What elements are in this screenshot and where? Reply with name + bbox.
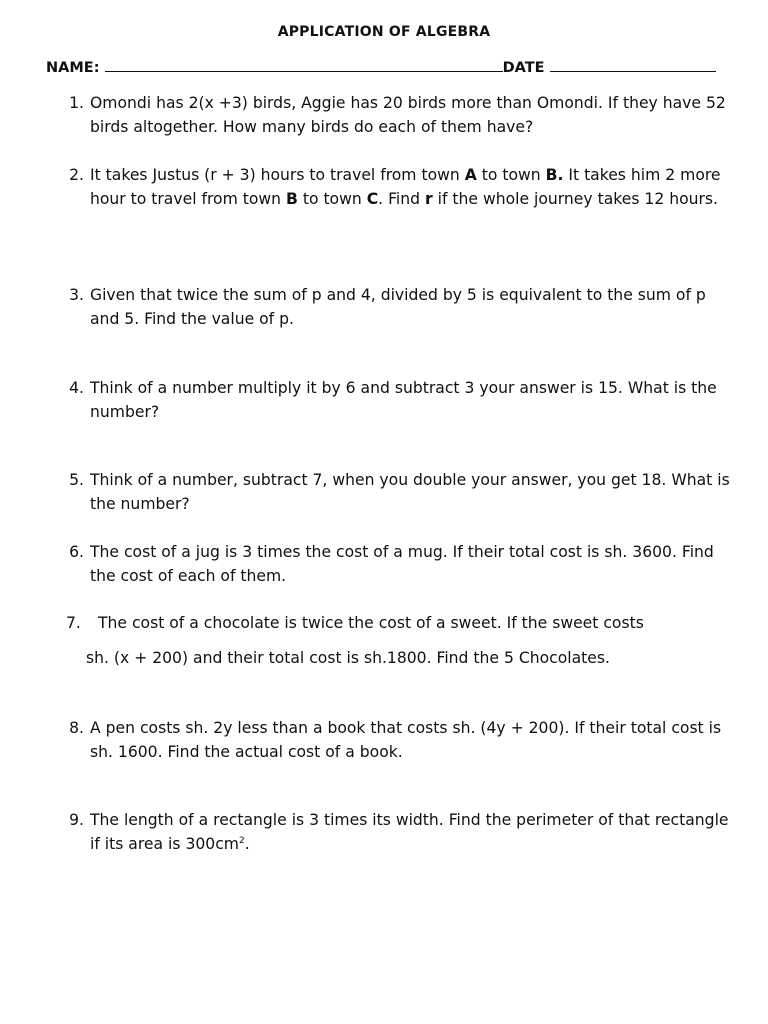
question-text-line-1: The cost of a chocolate is twice the cost of a sweet. If the sweet costs — [98, 614, 644, 632]
name-date-row — [46, 58, 726, 76]
question-text: Given that twice the sum of p and 4, divided by 5 is equivalent to the sum of p and 5. Find the value of p. — [90, 286, 706, 328]
question-7-continuation — [86, 646, 736, 670]
question-number: 2. — [69, 166, 84, 184]
question-number: 3. — [69, 286, 84, 304]
question-7 — [66, 611, 736, 635]
question-number: 7. — [66, 614, 81, 632]
question-3 — [60, 283, 732, 331]
name-label: NAME: — [46, 60, 100, 76]
question-number: 9. — [69, 811, 84, 829]
question-text: The length of a rectangle is 3 times its width. Find the perimeter of that rectangle if its area is $300cm^2$. — [90, 811, 729, 853]
question-number: 8. — [69, 719, 84, 737]
question-number: 4. — [69, 379, 84, 397]
page-title: APPLICATION OF ALGEBRA — [277, 24, 491, 40]
question-text: It takes Justus (r + 3) hours to travel from town A to town B. It takes him 2 more hour to travel from town B to town C. Find r if the whole journey takes 12 hours. — [90, 166, 721, 208]
question-text: A pen costs sh. 2y less than a book that costs sh. (4y + 200). If their total cost is sh. 1600. Find the actual cost of a book. — [90, 719, 722, 761]
question-5 — [60, 468, 732, 516]
question-9 — [60, 808, 732, 856]
question-4 — [60, 376, 732, 424]
question-8 — [60, 716, 732, 764]
question-number: 6. — [69, 543, 84, 561]
question-number: 1. — [69, 94, 84, 112]
question-text: Think of a number, subtract 7, when you double your answer, you get 18. What is the number? — [90, 471, 730, 513]
question-text-line-2: sh. (x + 200) and their total cost is sh.1800. Find the 5 Chocolates. — [86, 649, 610, 667]
date-label: DATE — [502, 60, 545, 76]
date-blank-line — [550, 58, 716, 72]
name-blank-line — [105, 58, 503, 72]
superscript-two: 2 — [238, 836, 245, 846]
question-text: The cost of a jug is 3 times the cost of a mug. If their total cost is sh. 3600. Find the cost of each of them. — [90, 543, 714, 585]
question-number: 5. — [69, 471, 84, 489]
question-1 — [60, 91, 732, 139]
question-2 — [60, 163, 732, 211]
question-text: Omondi has 2(x +3) birds, Aggie has 20 birds more than Omondi. If they have 52 birds altogether. How many birds do each of them have? — [90, 94, 726, 136]
question-6 — [60, 540, 732, 588]
question-text: Think of a number multiply it by 6 and subtract 3 your answer is 15. What is the number? — [90, 379, 717, 421]
